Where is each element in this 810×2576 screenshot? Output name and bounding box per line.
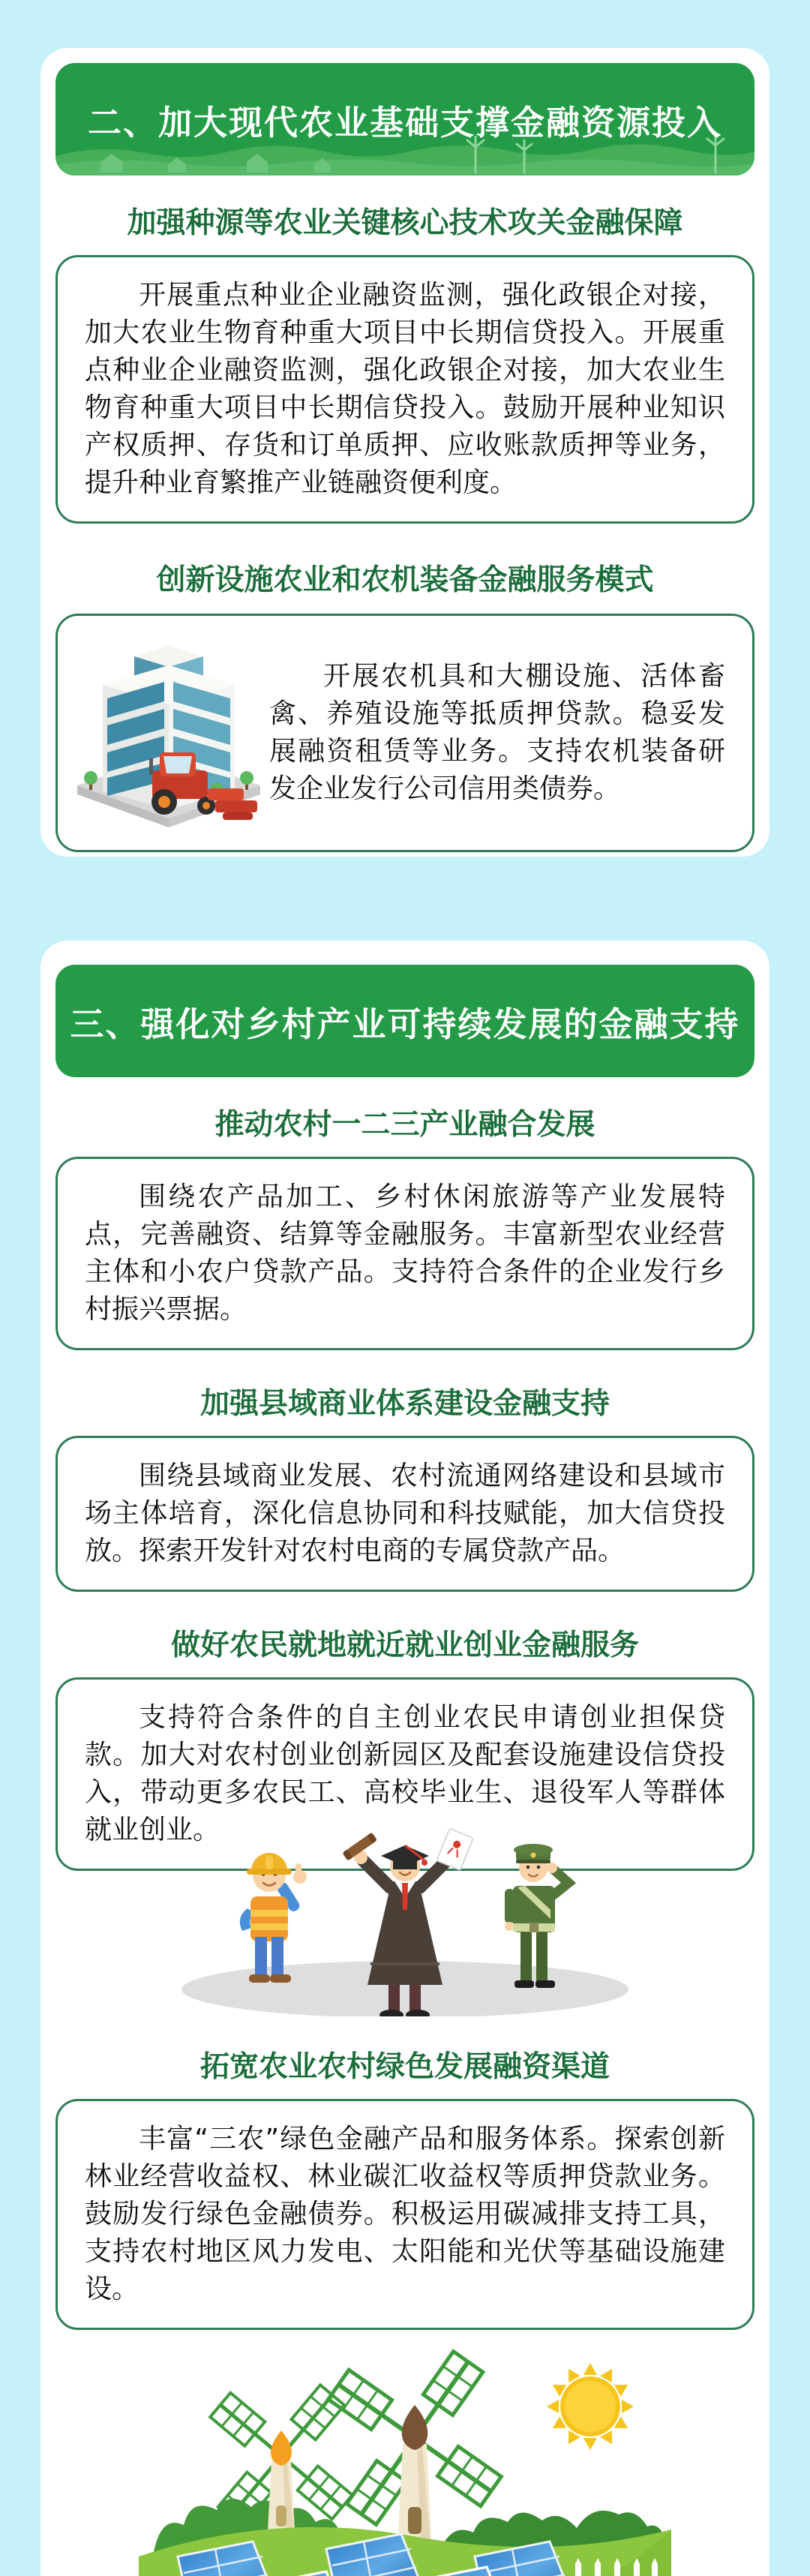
building-illustration-wrap bbox=[68, 631, 269, 835]
text-box bbox=[56, 255, 754, 524]
office-building-tractor-illustration bbox=[68, 631, 269, 832]
body-paragraph: 围绕农产品加工、乡村休闲旅游等产业发展特点，完善融资、结算等金融服务。丰富新型农业经营主体和小农户贷款产品。支持符合条件的企业发行乡村振兴票据。 bbox=[85, 1181, 725, 1325]
text-box bbox=[56, 1157, 754, 1350]
section-title: 三、强化对乡村产业可持续发展的金融支持 bbox=[70, 1004, 740, 1044]
green-energy-landscape-illustration bbox=[139, 2342, 671, 2576]
block-subtitle: 加强县域商业体系建设金融支持 bbox=[200, 1387, 610, 1421]
worker-graduate-soldier-illustration bbox=[165, 1827, 645, 2016]
section-card-2 bbox=[40, 48, 770, 857]
body-paragraph: 围绕县域商业发展、农村流通网络建设和县域市场主体培育，深化信息协同和科技赋能，加大信贷投放。探索开发针对农村电商的专属贷款产品。 bbox=[85, 1461, 725, 1566]
block-subtitle: 加强种源等农业关键核心技术攻关金融保障 bbox=[127, 206, 683, 240]
construction-worker-figure bbox=[240, 1853, 307, 1983]
block-subtitle: 拓宽农业农村绿色发展融资渠道 bbox=[200, 2050, 610, 2084]
block-subtitle: 做好农民就地就近就业创业金融服务 bbox=[170, 1629, 639, 1662]
section-title: 二、加大现代农业基础支撑金融资源投入 bbox=[87, 102, 722, 143]
section-banner bbox=[56, 965, 754, 1077]
block-subtitle: 推动农村一二三产业融合发展 bbox=[214, 1108, 596, 1142]
section-banner bbox=[56, 63, 754, 176]
body-paragraph: 支持符合条件的自主创业农民申请创业担保贷款。加大对农村创业创新园区及配套设施建设信贷投入，带动更多农民工、高校毕业生、退役军人等群体就业创业。 bbox=[85, 1702, 725, 1845]
text-box bbox=[56, 614, 754, 852]
sun-icon bbox=[547, 2363, 634, 2450]
text-box bbox=[56, 2099, 754, 2330]
body-paragraph: 丰富“三农”绿色金融产品和服务体系。探索创新林业经营收益权、林业碳汇收益权等质押贷款业务。鼓励发行绿色金融债券。积极运用碳减排支持工具，支持农村地区风力发电、太阳能和光伏等基础设施建设。 bbox=[85, 2124, 725, 2304]
body-paragraph: 开展农机具和大棚设施、活体畜禽、养殖设施等抵质押贷款。稳妥发展融资租赁等业务。支持农机装备研发企业发行公司信用类债券。 bbox=[269, 661, 725, 804]
text-box bbox=[56, 1436, 754, 1592]
section-card-3 bbox=[40, 941, 770, 2576]
body-paragraph-wrap bbox=[269, 658, 725, 808]
block-subtitle: 创新设施农业和农机装备金融服务模式 bbox=[156, 563, 654, 597]
body-paragraph: 开展重点种业企业融资监测，强化政银企对接，加大农业生物育种重大项目中长期信贷投入。开展重点种业企业融资监测，强化政银企对接，加大农业生物育种重大项目中长期信贷投入。鼓励开展种业知识产权质押、存货和订单质押、应收账款质押等业务，提升种业育繁推产业链融资便利度。 bbox=[85, 280, 725, 498]
